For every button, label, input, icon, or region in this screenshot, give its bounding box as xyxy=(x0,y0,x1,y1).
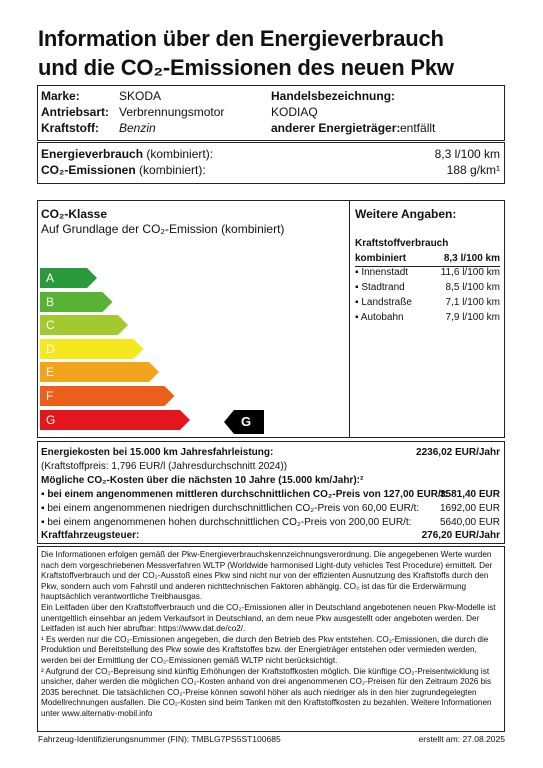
note-paragraph: ² Aufgrund der CO₂-Bepreisung sind künftig Erhöhungen der Kraftstoffkosten möglich. Die künftige CO₂-Preisentwicklung ist unsicher, daher werden die möglichen CO₂-Kosten anhand von drei angenommenen CO₂-Preisen für den Zeitraum 2026 bis 2035 berechnet. Die tatsächlichen CO₂-Preise können sowohl höher als auch niedriger als in den hier zugrundegelegten Modellrechnungen ausfallen. Die CO₂-Kosten sind beim Tanken mit den Kraftstoffkosten zu bezahlen. Weitere Informationen unter www.alternativ-mobil.info xyxy=(41,666,492,718)
co2-value: 188 g/km¹ xyxy=(446,163,500,177)
handel-label: Handelsbezeichnung: xyxy=(271,89,396,103)
note-paragraph: ¹ Es werden nur die CO₂-Emissionen angegeben, die durch den Betrieb des Pkw entstehen. CO₂-Emissionen, die durch die Produktion und Bereitstellung des Pkw sowie des Kraftstoffes bzw. der Energieträger entstehen oder vermieden werden, werden bei der Ermittlung der CO₂-Emissionen gemäß WLTP nicht berücksichtigt. xyxy=(41,634,489,665)
weitere-row-label: ▪ Autobahn xyxy=(355,312,404,323)
steuer-value: 276,20 EUR/Jahr xyxy=(421,530,500,541)
mittel-label: ▪ bei einem angenommenen mittleren durchschnittlichen CO₂-Preis von 127,00 EUR/t: xyxy=(41,489,448,500)
class-arrow-label: G xyxy=(46,412,56,427)
weitere-row-label: ▪ Innenstadt xyxy=(355,267,409,278)
class-arrow-label: A xyxy=(46,271,55,285)
co2kosten-label: Mögliche CO₂-Kosten über die nächsten 10 Jahre (15.000 km/Jahr):² xyxy=(41,475,364,486)
co2-suffix: (kombiniert): xyxy=(135,163,206,177)
andere-value: entfällt xyxy=(400,121,436,135)
class-arrow-g xyxy=(40,410,190,429)
current-class-indicator xyxy=(224,410,264,434)
kraftstoffpreis: (Kraftstoffpreis: 1,796 EUR/l (Jahresdurchschnitt 2024)) xyxy=(41,461,288,472)
handel-value: KODIAQ xyxy=(271,105,318,119)
divider xyxy=(349,201,350,437)
andere-label: anderer Energieträger: xyxy=(271,121,401,135)
vehicle-info-box xyxy=(37,85,505,141)
energie-row xyxy=(41,147,213,161)
weitere-row-label: ▪ Landstraße xyxy=(355,297,412,308)
co2-row xyxy=(41,163,206,177)
class-arrow-b xyxy=(40,292,113,311)
weitere-row-value: 7,9 l/100 km xyxy=(445,312,500,323)
page-title xyxy=(38,24,518,82)
kraftstoff-label: Kraftstoff: xyxy=(41,121,99,135)
consumption-box xyxy=(37,142,505,184)
co2-class-heading: CO₂-Klasse xyxy=(41,207,108,221)
class-arrow-d xyxy=(40,339,144,358)
steuer-label: Kraftfahrzeugsteuer: xyxy=(41,530,140,541)
notes xyxy=(41,550,503,720)
weitere-sub: Kraftstoffverbrauch xyxy=(355,238,449,249)
class-arrow-label: F xyxy=(46,389,54,403)
kombiniert-label: kombiniert xyxy=(355,253,407,264)
energie-value: 8,3 l/100 km xyxy=(434,147,500,161)
hoch-value: 5640,00 EUR xyxy=(439,517,500,528)
co2-class-subheading: Auf Grundlage der CO₂-Emission (kombiniert) xyxy=(41,222,285,236)
class-arrow-label: D xyxy=(46,341,55,356)
hoch-label: ▪ bei einem angenommenen hohen durchschnittlichen CO₂-Preis von 200,00 EUR/t: xyxy=(41,517,412,528)
energiekosten-label: Energiekosten bei 15.000 km Jahresfahrleistung: xyxy=(41,447,274,458)
energie-suffix: (kombiniert): xyxy=(143,147,214,161)
antrieb-label: Antriebsart: xyxy=(41,105,110,119)
weitere-row-value: 11,6 l/100 km xyxy=(440,267,500,278)
weitere-row-value: 8,5 l/100 km xyxy=(445,282,500,293)
weitere-heading: Weitere Angaben: xyxy=(355,207,457,221)
kraftstoff-value: Benzin xyxy=(119,121,156,135)
mittel-value: 3581,40 EUR xyxy=(439,489,500,500)
energie-label: Energieverbrauch xyxy=(41,147,144,161)
class-arrow-label: E xyxy=(46,365,55,380)
energiekosten-value: 2236,02 EUR/Jahr xyxy=(416,447,500,458)
note-paragraph: Ein Leitfaden über den Kraftstoffverbrauch und die CO₂-Emissionen aller in Deutschland angebotenen neuen Pkw-Modelle ist unentgeltlich einsehbar an jedem Verkaufsort in Deutschland, an dem neue Pkw ausgestellt oder angeboten werden. Der Leitfaden ist auch hier abrufbar: https://www.dat.de/co2/. xyxy=(41,602,496,634)
note-paragraph: Die Informationen erfolgen gemäß der Pkw-Energieverbrauchskennzeichnungsverordnung. Die angegebenen Werte wurden nach dem vorgeschriebenen Messverfahren WLTP (Worldwide harmonised Light-duty vehicles Test Procedure) ermittelt. Der Kraftstoffverbrauch und der CO₂-Ausstoß eines Pkw sind nicht nur von der effizienten Ausnutzung des Kraftstoffs durch den Pkw, sondern auch vom Fahrstil und anderen nichttechnischen Faktoren abhängig. CO₂ ist das für die Erderwärmung hauptsächlich verantwortliche Treibhausgas. xyxy=(41,550,493,602)
class-arrow-label: C xyxy=(46,318,55,333)
fin-text: Fahrzeug-Identifizierungsnummer (FIN): TMBLG7PS5ST100685 xyxy=(38,734,281,744)
weitere-row-label: ▪ Stadtrand xyxy=(355,282,405,293)
kombiniert-value: 8,3 l/100 km xyxy=(443,253,500,264)
marke-value: SKODA xyxy=(119,89,162,103)
niedrig-value: 1692,00 EUR xyxy=(439,503,500,514)
class-arrow-f xyxy=(40,386,175,405)
antrieb-value: Verbrennungsmotor xyxy=(119,105,225,119)
niedrig-label: ▪ bei einem angenommenen niedrigen durchschnittlichen CO₂-Preis von 60,00 EUR/t: xyxy=(41,503,420,514)
title-line-2: und die CO₂-Emissionen des neuen Pkw xyxy=(38,55,454,80)
title-line-1: Information über den Energieverbrauch xyxy=(38,26,444,51)
class-arrow-label: B xyxy=(46,294,55,309)
costs-box xyxy=(37,441,505,544)
erstellt-text: erstellt am: 27.08.2025 xyxy=(418,734,505,744)
class-arrow-e xyxy=(40,362,159,381)
current-class-label: G xyxy=(241,414,252,429)
class-arrow-c xyxy=(40,315,128,334)
co2-label: CO₂-Emissionen xyxy=(41,163,136,177)
weitere-row-value: 7,1 l/100 km xyxy=(445,297,500,308)
marke-label: Marke: xyxy=(41,89,80,103)
class-arrow-a xyxy=(40,268,97,287)
